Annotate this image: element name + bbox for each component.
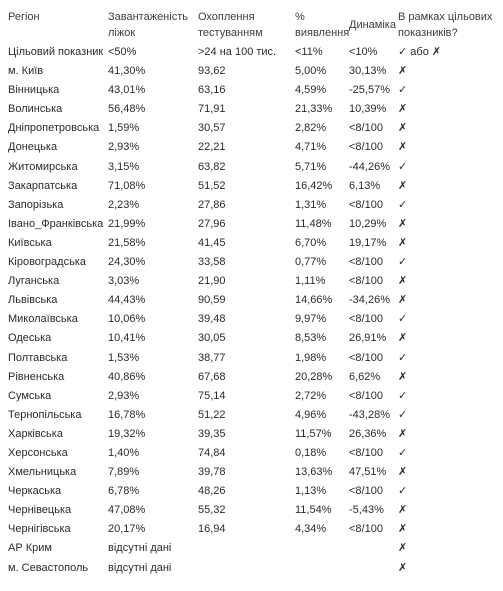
cell-beds: 3,03% [108, 275, 140, 288]
cell-dynamics: <8/100 [349, 141, 383, 154]
cell-dynamics: 6,62% [349, 370, 381, 383]
cell-beds: відсутні дані [108, 542, 172, 555]
cell-detection: 2,72% [295, 389, 327, 402]
target-detection: <11% [295, 46, 323, 58]
cell-detection: 5,00% [295, 65, 327, 78]
cross-icon: ✗ [398, 103, 408, 116]
cell-testing: 71,91 [198, 103, 226, 116]
cell-testing: 27,96 [198, 217, 226, 230]
cell-dynamics: 10,39% [349, 103, 387, 116]
check-icon: ✓ [398, 389, 408, 402]
cell-beds: 41,30% [108, 65, 146, 78]
cell-testing: 41,45 [198, 236, 226, 249]
table-row [8, 62, 500, 81]
cell-dynamics: <8/100 [349, 198, 383, 211]
cell-detection: 11,57% [295, 427, 332, 440]
table-body [8, 62, 500, 578]
header-dynamics [349, 17, 396, 33]
cell-dynamics: <8/100 [349, 389, 383, 402]
cell-region: Івано_Франківська [8, 217, 104, 230]
cross-icon: ✗ [398, 561, 408, 574]
cross-icon: ✗ [398, 236, 408, 249]
cell-dynamics: -34,26% [349, 294, 390, 307]
cell-testing: 39,78 [198, 466, 226, 479]
cell-beds: 44,43% [108, 294, 146, 307]
cell-region: Закарпатська [8, 179, 78, 192]
cell-detection: 0,77% [295, 256, 327, 269]
cross-icon: ✗ [398, 523, 408, 536]
header-within-line2: показників? [398, 27, 458, 39]
cell-region: Вінницька [8, 84, 60, 97]
header-dynamics-text: Динаміка [349, 19, 396, 31]
cell-dynamics: -44,26% [349, 160, 390, 173]
cell-dynamics: 10,29% [349, 217, 387, 230]
cell-region: Дніпропетровська [8, 122, 100, 135]
table-row [8, 234, 500, 253]
cell-detection: 20,28% [295, 370, 333, 383]
cross-icon: ✗ [398, 542, 408, 555]
table-row [8, 387, 500, 406]
check-icon: ✓ [398, 408, 408, 421]
cell-beds: 1,40% [108, 446, 140, 459]
target-row [8, 43, 500, 62]
cross-icon: ✗ [398, 122, 408, 135]
cell-region: Сумська [8, 389, 52, 402]
target-dynamics: <10% [349, 46, 378, 58]
check-icon: ✓ [398, 160, 408, 173]
cell-detection: 14,66% [295, 294, 333, 307]
table-row [8, 215, 500, 234]
cell-beds: 56,48% [108, 103, 146, 116]
header-detection-line2: виявлення [295, 27, 350, 39]
cell-beds: 21,58% [108, 236, 146, 249]
cell-detection: 4,59% [295, 84, 327, 97]
cell-testing: 48,26 [198, 485, 226, 498]
target-within: ✓ або ✗ [398, 46, 442, 58]
cell-dynamics: <8/100 [349, 275, 383, 288]
cell-testing: 93,62 [198, 65, 226, 78]
cell-beds: 19,32% [108, 427, 146, 440]
table-row [8, 81, 500, 100]
header-region [8, 9, 40, 25]
cell-detection: 6,70% [295, 236, 327, 249]
cell-region: Херсонська [8, 446, 68, 459]
cell-beds: 2,93% [108, 141, 140, 154]
cell-region: Рівненська [8, 370, 65, 383]
table-row [8, 368, 500, 387]
table-row [8, 329, 500, 348]
cell-beds: 71,08% [108, 179, 146, 192]
target-label: Цільовий показник [8, 46, 104, 58]
check-icon: ✓ [398, 351, 408, 364]
cell-dynamics: 47,51% [349, 466, 387, 479]
cross-icon: ✗ [398, 275, 408, 288]
cell-region: Черкаська [8, 485, 62, 498]
cell-detection: 13,63% [295, 466, 333, 479]
table-row [8, 406, 500, 425]
check-icon: ✓ [398, 198, 408, 211]
cell-region: Хмельницька [8, 466, 77, 479]
cell-detection: 2,82% [295, 122, 327, 135]
cell-beds: 3,15% [108, 160, 140, 173]
cell-detection: 0,18% [295, 446, 327, 459]
cell-region: Кіровоградська [8, 256, 86, 269]
table-row [8, 501, 500, 520]
table-row [8, 177, 500, 196]
table-row [8, 291, 500, 310]
cell-testing: 33,58 [198, 256, 226, 269]
header-testing-line1: Охоплення [198, 11, 255, 23]
check-icon: ✓ [398, 313, 408, 326]
cell-dynamics: -25,57% [349, 84, 390, 97]
cell-beds: 21,99% [108, 217, 146, 230]
cell-detection: 1,13% [295, 485, 327, 498]
cell-testing: 39,48 [198, 313, 226, 326]
regional-indicators-table [8, 9, 500, 578]
table-row [8, 539, 500, 558]
header-beds [108, 9, 188, 41]
cell-dynamics: <8/100 [349, 122, 383, 135]
cross-icon: ✗ [398, 179, 408, 192]
cross-icon: ✗ [398, 217, 408, 230]
table-row [8, 444, 500, 463]
cell-region: Волинська [8, 103, 63, 116]
cell-detection: 4,96% [295, 408, 327, 421]
cell-beds: 10,41% [108, 332, 146, 345]
cell-region: Київська [8, 236, 52, 249]
cell-dynamics: -43,28% [349, 408, 390, 421]
cell-detection: 1,31% [295, 198, 327, 211]
cell-testing: 63,16 [198, 84, 226, 97]
cross-icon: ✗ [398, 65, 408, 78]
table-row [8, 196, 500, 215]
cell-detection: 11,54% [295, 504, 332, 517]
cell-dynamics: <8/100 [349, 313, 383, 326]
cell-region: Тернопільська [8, 408, 82, 421]
cell-testing: 51,52 [198, 179, 226, 192]
cross-icon: ✗ [398, 294, 408, 307]
cell-dynamics: 6,13% [349, 179, 381, 192]
cell-region: м. Севастополь [8, 561, 89, 574]
cell-testing: 63,82 [198, 160, 226, 173]
cell-detection: 4,71% [295, 141, 327, 154]
cross-icon: ✗ [398, 466, 408, 479]
cell-region: Миколаївська [8, 313, 78, 326]
cell-testing: 30,57 [198, 122, 226, 135]
cell-dynamics: <8/100 [349, 256, 383, 269]
cell-region: Одеська [8, 332, 52, 345]
table-row [8, 520, 500, 539]
table-row [8, 310, 500, 329]
cell-testing: 27,86 [198, 198, 226, 211]
cell-testing: 21,90 [198, 275, 226, 288]
cell-detection: 8,53% [295, 332, 327, 345]
cell-dynamics: <8/100 [349, 523, 383, 536]
cell-region: Львівська [8, 294, 58, 307]
cell-detection: 16,42% [295, 179, 333, 192]
cell-detection: 21,33% [295, 103, 333, 116]
cell-detection: 4,34% [295, 523, 327, 536]
cell-testing: 16,94 [198, 523, 226, 536]
header-detection [295, 9, 349, 41]
cell-detection: 9,97% [295, 313, 327, 326]
cell-detection: 1,11% [295, 275, 326, 288]
header-region-text: Регіон [8, 11, 40, 23]
cell-testing: 67,68 [198, 370, 226, 383]
target-testing: >24 на 100 тис. [198, 46, 277, 58]
cell-beds: 10,06% [108, 313, 146, 326]
cell-detection: 5,71% [295, 160, 327, 173]
cell-dynamics: -5,43% [349, 504, 384, 517]
cell-testing: 38,77 [198, 351, 226, 364]
check-icon: ✓ [398, 256, 408, 269]
cell-beds: 1,53% [108, 351, 140, 364]
table-row [8, 482, 500, 501]
table-header [8, 9, 500, 43]
cell-dynamics: 26,36% [349, 427, 387, 440]
cell-dynamics: 19,17% [349, 236, 387, 249]
check-icon: ✓ [398, 84, 408, 97]
cell-testing: 74,84 [198, 446, 226, 459]
cell-dynamics: 26,91% [349, 332, 387, 345]
cross-icon: ✗ [398, 332, 408, 345]
check-icon: ✓ [398, 446, 408, 459]
table-row [8, 349, 500, 368]
cell-testing: 22,21 [198, 141, 226, 154]
cell-testing: 75,14 [198, 389, 226, 402]
cell-beds: 40,86% [108, 370, 146, 383]
cell-region: Чернігівська [8, 523, 71, 536]
cell-testing: 30,05 [198, 332, 226, 345]
cell-beds: 7,89% [108, 466, 140, 479]
cell-region: Полтавська [8, 351, 68, 364]
cell-dynamics: 30,13% [349, 65, 387, 78]
header-beds-line1: Завантаженість [108, 11, 188, 23]
target-beds: <50% [108, 46, 137, 58]
cross-icon: ✗ [398, 370, 408, 383]
table-row [8, 272, 500, 291]
cross-icon: ✗ [398, 141, 408, 154]
cell-beds: 47,08% [108, 504, 146, 517]
header-within-line1: В рамках цільових [398, 11, 493, 23]
cell-testing: 55,32 [198, 504, 226, 517]
cell-beds: 16,78% [108, 408, 146, 421]
cell-testing: 39,35 [198, 427, 226, 440]
cell-beds: 2,93% [108, 389, 140, 402]
header-testing [198, 9, 263, 41]
cell-beds: 24,30% [108, 256, 146, 269]
cell-dynamics: <8/100 [349, 351, 383, 364]
cell-beds: 43,01% [108, 84, 146, 97]
table-row [8, 100, 500, 119]
cell-region: АР Крим [8, 542, 52, 555]
header-within-targets [398, 9, 492, 41]
cell-region: Запорізька [8, 198, 64, 211]
cell-testing: 51,22 [198, 408, 226, 421]
cell-beds: 2,23% [108, 198, 140, 211]
header-testing-line2: тестуванням [198, 27, 263, 39]
cell-detection: 1,98% [295, 351, 327, 364]
cell-region: Донецька [8, 141, 58, 154]
cell-testing: 90,59 [198, 294, 226, 307]
header-detection-line1: % [295, 11, 305, 23]
cell-beds: відсутні дані [108, 561, 172, 574]
table-row [8, 253, 500, 272]
cross-icon: ✗ [398, 427, 408, 440]
cell-detection: 11,48% [295, 217, 332, 230]
cell-dynamics: <8/100 [349, 485, 383, 498]
cell-dynamics: <8/100 [349, 446, 383, 459]
table-row [8, 158, 500, 177]
cell-region: Чернівецька [8, 504, 72, 517]
check-icon: ✓ [398, 485, 408, 498]
cell-region: Луганська [8, 275, 60, 288]
table-row [8, 463, 500, 482]
cell-beds: 1,59% [108, 122, 140, 135]
cross-icon: ✗ [398, 504, 408, 517]
table-row [8, 119, 500, 138]
cell-region: Харківська [8, 427, 63, 440]
table-row [8, 138, 500, 157]
cell-beds: 6,78% [108, 485, 140, 498]
table-row [8, 425, 500, 444]
cell-region: м. Київ [8, 65, 44, 78]
cell-beds: 20,17% [108, 523, 146, 536]
header-beds-line2: ліжок [108, 27, 136, 39]
cell-region: Житомирська [8, 160, 78, 173]
table-row [8, 559, 500, 578]
